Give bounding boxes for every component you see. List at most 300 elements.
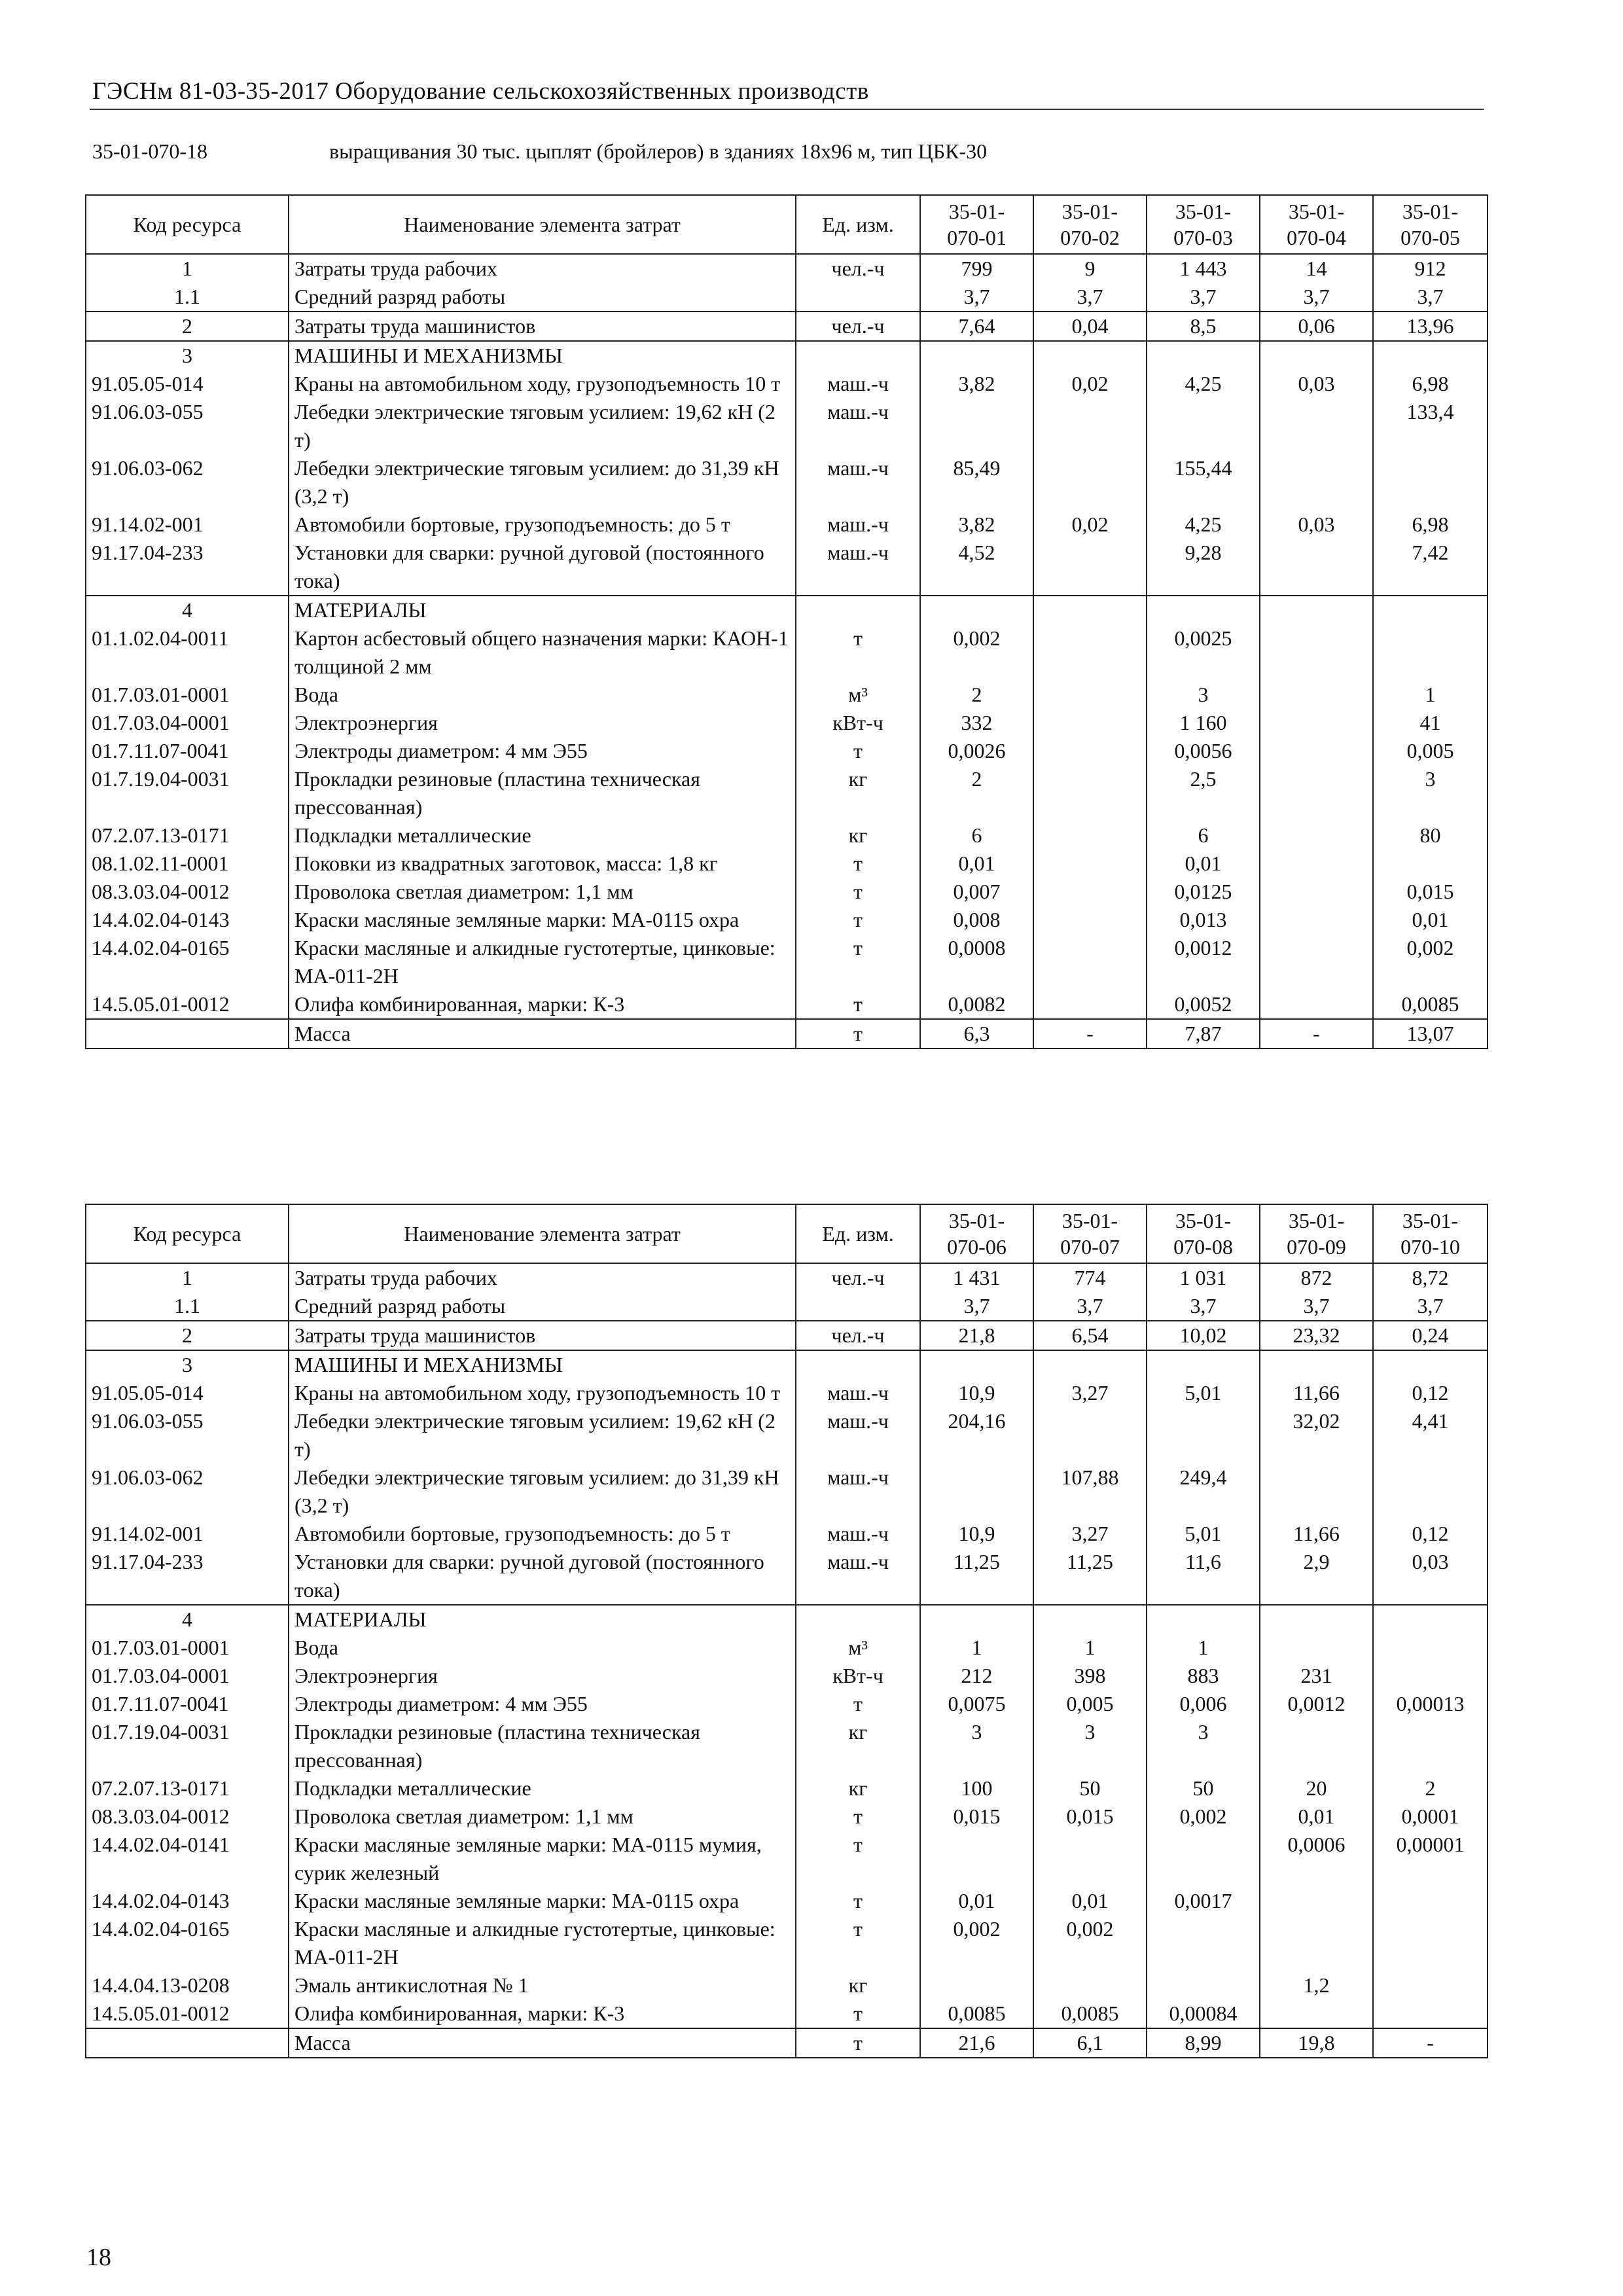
norm-value: 0,03 [1260,511,1373,539]
unit-of-measure: м³ [796,1634,920,1662]
table-row [86,1263,1488,1292]
unit-of-measure: маш.-ч [796,511,920,539]
cost-element-name: Лебедки электрические тяговым усилием: 19,62 кН (2 т) [289,1407,796,1463]
table-row [86,1915,1488,1971]
mass-row [86,1019,1488,1049]
norm-value [1373,341,1488,370]
norm-value: 8,72 [1373,1263,1488,1292]
mass-label: Масса [289,1019,796,1049]
norm-value: 9,28 [1147,539,1260,596]
unit-of-measure: т [796,1831,920,1887]
norm-value [1033,1350,1147,1379]
norm-value [1260,539,1373,596]
resource-code: 2 [86,312,289,341]
norm-value [1373,1887,1488,1915]
cost-element-name: МАШИНЫ И МЕХАНИЗМЫ [289,1350,796,1379]
norm-value [920,1350,1033,1379]
norm-value [1373,850,1488,878]
resource-code: 3 [86,1350,289,1379]
table-row [86,1292,1488,1321]
table-row [86,1634,1488,1662]
unit-of-measure [796,1605,920,1634]
cost-element-name: Поковки из квадратных заготовок, масса: 1,8 кг [289,850,796,878]
unit-of-measure: маш.-ч [796,1407,920,1463]
norm-value: 2 [1373,1774,1488,1803]
resource-code: 4 [86,596,289,624]
unit-of-measure: чел.-ч [796,312,920,341]
norm-value: 0,013 [1147,906,1260,934]
norm-value [1260,1463,1373,1520]
norm-value: 0,02 [1033,370,1147,398]
norm-value: 4,52 [920,539,1033,596]
norm-value: 1 [920,1634,1033,1662]
resource-code: 01.7.19.04-0031 [86,765,289,821]
cost-element-name: Краны на автомобильном ходу, грузоподъемность 10 т [289,1379,796,1407]
norm-value [920,398,1033,454]
norm-value [1147,1831,1260,1887]
mass-value: - [1260,1019,1373,1049]
resource-code: 08.3.03.04-0012 [86,878,289,906]
norm-value [1033,1831,1147,1887]
norm-value: 10,02 [1147,1321,1260,1350]
norm-value [1260,596,1373,624]
norm-value [1373,2000,1488,2028]
resource-code: 3 [86,341,289,370]
unit-of-measure [796,1292,920,1321]
norm-value: 1 443 [1147,254,1260,283]
cost-element-name: Прокладки резиновые (пластина техническая прессованная) [289,765,796,821]
resource-code: 4 [86,1605,289,1634]
table-row [86,254,1488,283]
norm-value [1147,1350,1260,1379]
norm-value: 100 [920,1774,1033,1803]
resource-code: 1 [86,1263,289,1292]
resource-code: 01.7.11.07-0041 [86,737,289,765]
norm-value: 8,5 [1147,312,1260,341]
cost-element-name: МАТЕРИАЛЫ [289,1605,796,1634]
table-row [86,1887,1488,1915]
norm-value: 204,16 [920,1407,1033,1463]
mass-label: Масса [289,2028,796,2058]
table-row [86,398,1488,454]
unit-of-measure: т [796,850,920,878]
resource-code: 14.5.05.01-0012 [86,2000,289,2028]
cost-element-name: Средний разряд работы [289,283,796,312]
cost-element-name: Вода [289,1634,796,1662]
mass-value: - [1373,2028,1488,2058]
norm-value: 912 [1373,254,1488,283]
cost-element-name: Краски масляные и алкидные густотертые, цинковые: МА-011-2Н [289,1915,796,1971]
resource-code: 91.06.03-062 [86,454,289,511]
cost-element-name: Установки для сварки: ручной дуговой (постоянного тока) [289,539,796,596]
norm-value: 249,4 [1147,1463,1260,1520]
norm-value [1260,454,1373,511]
norm-value: 32,02 [1260,1407,1373,1463]
cost-element-name: Прокладки резиновые (пластина техническая прессованная) [289,1718,796,1774]
table-row [86,681,1488,709]
cost-element-name: Краски масляные и алкидные густотертые, цинковые: МА-011-2Н [289,934,796,990]
norm-value: 80 [1373,821,1488,850]
norm-value [920,596,1033,624]
norm-value: 0,0125 [1147,878,1260,906]
norm-value: 0,01 [1147,850,1260,878]
norm-value [1260,2000,1373,2028]
norm-value [920,1831,1033,1887]
cost-element-name: Электроэнергия [289,1662,796,1690]
norm-value [1033,821,1147,850]
norm-value: 3,82 [920,511,1033,539]
norm-value [1260,1605,1373,1634]
resource-code: 91.14.02-001 [86,1520,289,1548]
table-row [86,1971,1488,2000]
cost-element-name: Краны на автомобильном ходу, грузоподъемность 10 т [289,370,796,398]
cost-element-name: Подкладки металлические [289,821,796,850]
header-norm-column: 35-01- 070-05 [1373,195,1488,254]
norm-value: 41 [1373,709,1488,737]
unit-of-measure: кг [796,1971,920,2000]
table-header-row [86,195,1488,254]
norm-value [1260,934,1373,990]
norm-value [1033,624,1147,681]
norm-value: 0,0006 [1260,1831,1373,1887]
norm-value: 0,0025 [1147,624,1260,681]
norm-value: 14 [1260,254,1373,283]
norm-value [1260,906,1373,934]
cost-element-name: МАШИНЫ И МЕХАНИЗМЫ [289,341,796,370]
norm-value: 398 [1033,1662,1147,1690]
norm-value: 2 [920,681,1033,709]
norm-value: 50 [1033,1774,1147,1803]
header-unit: Ед. изм. [796,195,920,254]
cost-element-name: Краски масляные земляные марки: МА-0115 охра [289,1887,796,1915]
norm-value: 23,32 [1260,1321,1373,1350]
resource-code: 01.1.02.04-0011 [86,624,289,681]
norm-value [1147,1915,1260,1971]
mass-value: 21,6 [920,2028,1033,2058]
norm-value [1373,1662,1488,1690]
table-row [86,1321,1488,1350]
norm-value: 1 [1033,1634,1147,1662]
header-name: Наименование элемента затрат [289,195,796,254]
norm-value: 231 [1260,1662,1373,1690]
resource-code: 91.05.05-014 [86,370,289,398]
norm-value [1373,1971,1488,2000]
norm-value: 6,98 [1373,511,1488,539]
cost-element-name: Подкладки металлические [289,1774,796,1803]
unit-of-measure: чел.-ч [796,1321,920,1350]
norm-value [1147,1605,1260,1634]
cost-element-name: Олифа комбинированная, марки: К-3 [289,990,796,1019]
norm-title: выращивания 30 тыс. цыплят (бройлеров) в зданиях 18х96 м, тип ЦБК-30 [329,139,988,163]
cost-element-name: Вода [289,681,796,709]
norm-value [1147,398,1260,454]
cost-element-name: Электроды диаметром: 4 мм Э55 [289,1690,796,1718]
norm-value: 0,002 [1147,1803,1260,1831]
table-row [86,737,1488,765]
cost-element-name: Установки для сварки: ручной дуговой (постоянного тока) [289,1548,796,1605]
mass-empty-cell [86,1019,289,1049]
norm-value: 774 [1033,1263,1147,1292]
norm-value [1260,1350,1373,1379]
header-code: Код ресурса [86,195,289,254]
unit-of-measure: маш.-ч [796,1520,920,1548]
norm-value: 212 [920,1662,1033,1690]
mass-unit: т [796,2028,920,2058]
cost-element-name: Средний разряд работы [289,1292,796,1321]
norm-value [1373,1605,1488,1634]
norm-value: 3 [1033,1718,1147,1774]
norm-value [1373,1463,1488,1520]
norm-value [1033,398,1147,454]
unit-of-measure [796,341,920,370]
norm-value [1260,1634,1373,1662]
mass-value: 6,1 [1033,2028,1147,2058]
norm-value [1260,1915,1373,1971]
table-row [86,1605,1488,1634]
table-row [86,2000,1488,2028]
unit-of-measure: кВт-ч [796,709,920,737]
norm-value [1260,850,1373,878]
norm-value: 4,41 [1373,1407,1488,1463]
cost-element-name: Эмаль антикислотная № 1 [289,1971,796,2000]
norm-value [1147,1971,1260,2000]
table-row [86,454,1488,511]
norm-value [1147,596,1260,624]
norm-value: 3,7 [920,283,1033,312]
header-divider [90,109,1484,110]
norm-value: 0,0082 [920,990,1033,1019]
resource-code: 01.7.03.04-0001 [86,1662,289,1690]
norm-value: 3,7 [1033,1292,1147,1321]
norm-value: 5,01 [1147,1379,1260,1407]
norm-value: 0,002 [1033,1915,1147,1971]
cost-element-name: Краски масляные земляные марки: МА-0115 мумия, сурик железный [289,1831,796,1887]
norm-value: 0,12 [1373,1379,1488,1407]
cost-element-name: Лебедки электрические тяговым усилием: до 31,39 кН (3,2 т) [289,1463,796,1520]
norm-value [1033,765,1147,821]
unit-of-measure: т [796,878,920,906]
norm-value [1033,737,1147,765]
norm-value: 0,00084 [1147,2000,1260,2028]
norm-value: 0,007 [920,878,1033,906]
norm-value: 3,7 [1260,1292,1373,1321]
resource-code: 01.7.19.04-0031 [86,1718,289,1774]
table-row [86,1379,1488,1407]
resource-code: 91.14.02-001 [86,511,289,539]
header-name: Наименование элемента затрат [289,1204,796,1263]
norm-value [1260,1718,1373,1774]
norm-value: 4,25 [1147,511,1260,539]
norm-value [920,1605,1033,1634]
table-row [86,283,1488,312]
norm-value: 10,9 [920,1520,1033,1548]
norm-value [1373,596,1488,624]
norm-value: 1 [1373,681,1488,709]
norm-value: 1,2 [1260,1971,1373,2000]
unit-of-measure [796,283,920,312]
norm-value: 0,03 [1373,1548,1488,1605]
header-norm-column: 35-01- 070-09 [1260,1204,1373,1263]
header-norm-column: 35-01- 070-04 [1260,195,1373,254]
mass-value: 13,07 [1373,1019,1488,1049]
cost-element-name: Лебедки электрические тяговым усилием: 19,62 кН (2 т) [289,398,796,454]
resource-code: 14.4.04.13-0208 [86,1971,289,2000]
unit-of-measure: кг [796,1774,920,1803]
mass-empty-cell [86,2028,289,2058]
unit-of-measure [796,596,920,624]
norm-value: 11,6 [1147,1548,1260,1605]
unit-of-measure: чел.-ч [796,254,920,283]
table-row [86,370,1488,398]
norm-value [1260,765,1373,821]
norm-value: 0,01 [1033,1887,1147,1915]
table-row [86,1718,1488,1774]
resource-code: 91.06.03-055 [86,1407,289,1463]
table-row [86,312,1488,341]
norm-value [1033,1971,1147,2000]
unit-of-measure: маш.-ч [796,539,920,596]
norm-value [1147,1407,1260,1463]
norm-value: 0,0052 [1147,990,1260,1019]
norm-value: 0,002 [1373,934,1488,990]
resource-code: 07.2.07.13-0171 [86,1774,289,1803]
norm-value [920,1463,1033,1520]
table-row [86,821,1488,850]
norm-value: 0,0056 [1147,737,1260,765]
norm-value: 3,7 [1033,283,1147,312]
table-row [86,1690,1488,1718]
norm-value: 4,25 [1147,370,1260,398]
table-row [86,878,1488,906]
cost-element-name: Олифа комбинированная, марки: К-3 [289,2000,796,2028]
header-norm-column: 35-01- 070-02 [1033,195,1147,254]
resource-code: 14.4.02.04-0165 [86,1915,289,1971]
table-row [86,341,1488,370]
header-norm-column: 35-01- 070-01 [920,195,1033,254]
norm-value: 0,008 [920,906,1033,934]
table-row [86,1407,1488,1463]
cost-element-name: Затраты труда рабочих [289,1263,796,1292]
table-row [86,1831,1488,1887]
cost-element-name: Электроэнергия [289,709,796,737]
norm-value [1033,341,1147,370]
resource-code: 1.1 [86,283,289,312]
norm-value [1033,1605,1147,1634]
table-row [86,1803,1488,1831]
unit-of-measure: т [796,1887,920,1915]
norm-value: 6,54 [1033,1321,1147,1350]
norm-value: 7,42 [1373,539,1488,596]
norm-value: 5,01 [1147,1520,1260,1548]
norm-value [1260,624,1373,681]
norm-value [1260,398,1373,454]
norm-value [1260,990,1373,1019]
norm-value [1260,821,1373,850]
norm-value [1033,709,1147,737]
norm-value: 11,25 [920,1548,1033,1605]
norm-value: 332 [920,709,1033,737]
norm-value [1033,681,1147,709]
norm-value [1260,1887,1373,1915]
resource-code: 14.4.02.04-0143 [86,906,289,934]
norm-value: 0,01 [920,850,1033,878]
unit-of-measure: м³ [796,681,920,709]
norm-value [920,1971,1033,2000]
norm-value: 0,0012 [1147,934,1260,990]
table-row [86,539,1488,596]
unit-of-measure: т [796,1690,920,1718]
norm-value: 1 [1147,1634,1260,1662]
norm-value: 0,01 [1260,1803,1373,1831]
norm-value [1260,709,1373,737]
resource-code: 08.3.03.04-0012 [86,1803,289,1831]
norm-code: 35-01-070-18 [92,139,207,163]
header-norm-column: 35-01- 070-08 [1147,1204,1260,1263]
cost-element-name: МАТЕРИАЛЫ [289,596,796,624]
cost-element-name: Затраты труда машинистов [289,312,796,341]
cost-element-name: Картон асбестовый общего назначения марки: КАОН-1 толщиной 2 мм [289,624,796,681]
unit-of-measure: маш.-ч [796,1379,920,1407]
norm-value [1260,341,1373,370]
resource-code: 08.1.02.11-0001 [86,850,289,878]
norm-value: 2,5 [1147,765,1260,821]
table-header-row [86,1204,1488,1263]
norm-value: 0,002 [920,1915,1033,1971]
table-row [86,990,1488,1019]
norm-value [1033,878,1147,906]
norm-value: 0,002 [920,624,1033,681]
norm-value: 3,82 [920,370,1033,398]
norm-value [1147,341,1260,370]
norm-value [1033,990,1147,1019]
norm-value: 11,66 [1260,1379,1373,1407]
cost-table-2 [85,1204,1488,2058]
norm-value [920,341,1033,370]
norm-value [1373,454,1488,511]
resource-code: 91.17.04-233 [86,1548,289,1605]
table-row [86,1463,1488,1520]
cost-element-name: Краски масляные земляные марки: МА-0115 охра [289,906,796,934]
mass-unit: т [796,1019,920,1049]
resource-code: 91.17.04-233 [86,539,289,596]
norm-value: 21,8 [920,1321,1033,1350]
header-norm-column: 35-01- 070-06 [920,1204,1033,1263]
norm-value: 3,7 [1147,283,1260,312]
norm-value [1260,737,1373,765]
norm-value: 3,7 [1147,1292,1260,1321]
table-row [86,934,1488,990]
mass-value: 19,8 [1260,2028,1373,2058]
unit-of-measure: т [796,1915,920,1971]
norm-value: 0,0001 [1373,1803,1488,1831]
norm-value: 3 [1147,681,1260,709]
unit-of-measure: чел.-ч [796,1263,920,1292]
cost-element-name: Автомобили бортовые, грузоподъемность: до 5 т [289,511,796,539]
unit-of-measure: маш.-ч [796,1463,920,1520]
unit-of-measure: кг [796,821,920,850]
norm-value: 3,7 [920,1292,1033,1321]
norm-value: 0,00013 [1373,1690,1488,1718]
norm-value: 3,27 [1033,1379,1147,1407]
norm-value [1033,1407,1147,1463]
norm-value [1373,1915,1488,1971]
unit-of-measure: т [796,737,920,765]
table-row [86,1548,1488,1605]
unit-of-measure: кВт-ч [796,1662,920,1690]
unit-of-measure: т [796,934,920,990]
norm-value [1373,1350,1488,1379]
resource-code: 2 [86,1321,289,1350]
